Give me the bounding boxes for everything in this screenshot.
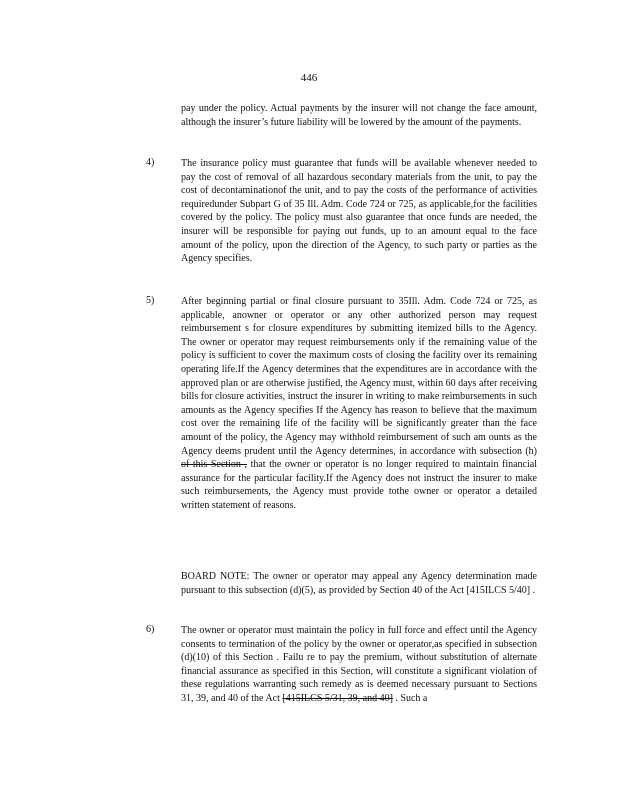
board-note: BOARD NOTE: The owner or operator may appeal any Agency determination made pursuant to this subsection (d)(5), as provided by Section 40 of the Act [415ILCS 5/40] . [181, 571, 537, 596]
item-5-text-before: After beginning partial or final closure pursuant to 35Ill. Adm. Code 724 or 725, as applicable, anowner or operator or any other authorized person may request reimbursement s for closure expenditures by submitting itemized bills to the Agency. The owner or operator may request reimbursements only if the remaining value of the policy is sufficient to cover the maximum costs of closing the facility over its remaining operating life.If the Agency determines that the expenditures are in accordance with the approved plan or are otherwise justified, the Agency must, within 60 days after receiving bills for closure activities, instruct the insurer in writing to make reimbursements in such amounts as the Agency specifies If the Agency has reason to believe that the maximum cost over the remaining life of the facility will be significantly greater than the face amount of the policy, the Agency may withhold reimbursement of such am ounts as the Agency deems prudent until the Agency determines, in accordance with subsection (h) [181, 296, 537, 457]
item-5-paragraph [181, 295, 537, 513]
item-6-struck-text: [415ILCS 5/31, 39, and 40] [282, 692, 393, 704]
item-6-paragraph [181, 624, 537, 706]
item-5-number: 5) [146, 295, 155, 306]
item-4-number: 4) [146, 157, 155, 168]
item-6-text-after: . Such a [392, 692, 428, 704]
item-6-number: 6) [146, 624, 155, 635]
continuation-paragraph: pay under the policy. Actual payments by the insurer will not change the face amount, although the insurer’s future liability will be lowered by the amount of the payments. [181, 103, 537, 128]
item-5-text-after: that the owner or operator is no longer required to maintain financial assurance for the particular facility.If the Agency does not instruct the insurer to make such reimbursements, the Agency must provide tothe owner or operator a detailed written statement of reasons. [181, 459, 537, 511]
item-5-struck-text: of this Section , [181, 459, 247, 471]
item-6-text-before: The owner or operator must maintain the policy in full force and effect until the Agency consents to termination of the policy by the owner or operator,as specified in subsection (d)(10) of this Section . Failu re to pay the premium, without substitution of alternate financial assurance as specified in this Section, will constitute a significant violation of these regulations warranting such remedy as is deemed necessary pursuant to Sections 31, 39, and 40 of the Act [181, 625, 537, 704]
page-number: 446 [300, 72, 318, 84]
item-4-paragraph: The insurance policy must guarantee that funds will be available whenever needed to pay the cost of removal of all hazardous secondary materials from the unit, to pay the cost of decontaminationof the unit, and to pay the costs of the performance of activities requiredunder Subpart G of 35 Ill. Adm. Code 724 or 725, as applicable,for the facilities covered by the policy. The policy must also guarantee that once funds are needed, the insurer will be responsible for paying out funds, up to an amount equal to the face amount of the policy, upon the direction of the Agency, to such party or parties as the Agency specifies. [181, 158, 537, 265]
